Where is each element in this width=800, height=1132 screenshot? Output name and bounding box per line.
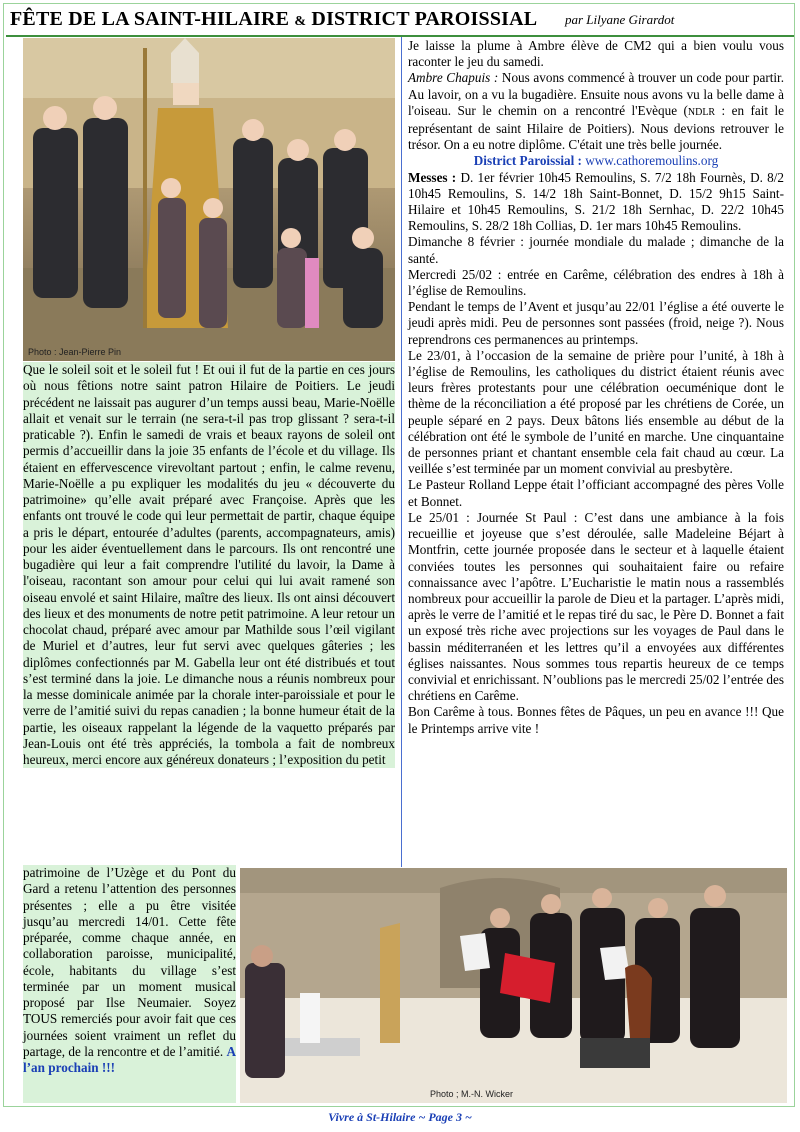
byline: par Lilyane Girardot xyxy=(565,12,675,27)
right-paragraph-6: Le 25/01 : Journée St Paul : C’est dans une ambiance à la fois recueillie et joyeuse que s’est déroulée, salle Madeleine Béjart à Montfrin, cette journée proposée dans le secteur et à laquelle étaient conviées toutes les personnes qui souhaitaient faire ou refaire connaissance avec l’apôtre. L’Eucharistie le matin nous a rassemblés nombreux pour accueillir la parole de Dieu et la partager. L’après midi, après le verre de l’amitié et le repas tiré du sac, le Père D. Bonnet a fait un exposé très riche avec projections sur les voyages de Paul dans le bassin méditerranéen et les lettres qu’il a envoyées aux différentes églises naissantes. Nous sommes tous repartis heureux de ce temps convivial et enrichissant. N’oublions pas le mercredi 25/02 l’entrée des chrétiens en Carême. xyxy=(408,509,784,704)
intro-paragraph: Je laisse la plume à Ambre élève de CM2 qui a bien voulu vous raconter le jeu du samedi. xyxy=(408,38,784,70)
right-column-text xyxy=(408,38,784,737)
left-bottom-paragraph: patrimoine de l’Uzège et du Pont du Gard a retenu l’attention des personnes présentes ; elle a pu être visitée jusqu’au mercredi 14/01. Cette fête préparée, comme chaque année, en collaboration paroisse, municipalité, école, habitants du village s’est terminée par un moment musical proposé par Ilse Neumaier. Soyez TOUS remerciés pour avoir fait que ces journées soient vraiment un reflet du partage, de la rencontre et de l’amitié. A l’an prochain !!! xyxy=(23,865,237,1075)
left-article-continued xyxy=(23,865,236,1103)
right-paragraph-5: Le Pasteur Rolland Leppe était l’officiant accompagné des pères Volle et Bonnet. xyxy=(408,477,784,509)
page-title: FÊTE DE LA SAINT-HILAIRE & DISTRICT PAROISSIAL xyxy=(10,8,538,30)
photo-concert xyxy=(240,868,787,1103)
right-paragraph-7: Bon Carême à tous. Bonnes fêtes de Pâques, un peu en avance !!! Que le Printemps arrive vite ! xyxy=(408,704,784,736)
district-website-link[interactable]: www.cathoremoulins.org xyxy=(585,153,719,169)
right-paragraph-4: Le 23/01, à l’occasion de la semaine de prière pour l’unité, à 18h à l’église de Remoulins, les catholiques du district étaient réunis avec leurs frères protestants pour une célébration oecuménique dont le thème de la réconciliation a été proposé par les chrétiens de Corée, un peuple séparé en 2 pays. Deux bâtons liés ensemble au début de la célébration ont été le symbole de l’unité en marche. Une cinquantaine de personnes priant et chantant ensemble cela fait chaud au cœur. La veillée s’est terminée par un moment convivial au presbytère. xyxy=(408,347,784,477)
photo-credit-bottom: Photo ; M.-N. Wicker xyxy=(430,1089,514,1099)
left-article-text xyxy=(23,362,395,768)
closing-phrase: A l’an prochain !!! xyxy=(23,1043,237,1075)
messes-paragraph: Messes : D. 1er février 10h45 Remoulins, S. 7/2 18h Fournès, D. 8/2 10h45 Remoulins, S. 14/2 18h Saint-Bonnet, D. 15/2 9h15 Saint-Hilaire et 10h45 Remoulins, S. 21/2 18h Sernhac, D. 22/2 10h45 Remoulins, S. 28/2 18h Collias, D. 1er mars 10h45 Remoulins. xyxy=(408,169,784,234)
right-paragraph-1: Dimanche 8 février : journée mondiale du malade ; dimanche de la santé. xyxy=(408,234,784,266)
right-paragraph-2: Mercredi 25/02 : entrée en Carême, célébration des endres à 18h à l’église de Remoulins. xyxy=(408,266,784,299)
left-paragraph: Que le soleil soit et le soleil fut ! Et oui il fut de la partie en ces jours où nous fêtions notre saint patron Hilaire de Poitiers. Le jeudi précédent ne laissait pas augurer d’un temps aussi beau, Marie-Noëlle allait et venait sur le terrain (ne sera-t-il pas trop glissant ? sera-t-il praticable ?). Enfin le samedi de vrais et beaux rayons de soleil ont permis d’accueillir dans la joie 35 enfants de l’école et du village. Ils étaient en effervescence virevoltant partout ; enfin, le calme revenu, Marie-Noëlle a pu expliquer les modalités du jeu « découverte du patrimoine» qu’elle avait préparé avec Françoise. Après que les enfants ont trouvé le code qui leur permettait de partir, chaque équipe a pris le départ, entourée d’adultes (parents, accompagnateurs, amis) pour les aider éventuellement dans le parcours. Ils ont rencontré une bugadière qui leur a fait comprendre l'utilité du lavoir, la Dame à l'oiseau, racontant son amour pour celui qui lui avait ramené son oiseau envolé et saint Hilaire, maître des lieux. Ils ont ainsi découvert des lieux et des monuments de notre petit patrimoine. A leur retour un chocolat chaud, préparé avec amour par Mathilde sous l’œil vigilant de Muriel et d’autres, leur fut servi avec quelques gâteries ; les diplômes confectionnés par M. Gabella leur ont été distribués et tout s’est terminé dans la joie. Le dimanche nous a réunis nombreux pour la messe dominicale animée par la chorale inter-paroissiale et pour le verre de l’amitié suivi du repas canadien ; la bonne humeur était de la partie, les oiseaux rappelant la légende de la vaquetto préparés par Jean-Louis ont été très appréciés, la tombola a fait de nombreux heureux, merci encore aux généreux donateurs ; l’exposition du petit xyxy=(23,362,395,767)
page-footer: Vivre à St-Hilaire ~ Page 3 ~ xyxy=(328,1110,472,1124)
district-heading: District Paroissial : www.cathoremoulins.org xyxy=(473,153,719,169)
photo-credit-top: Photo : Jean-Pierre Pin xyxy=(28,347,122,357)
right-paragraph-3: Pendant le temps de l’Avent et jusqu’au 22/01 l’église a été ouverte le jeudi après midi. Peu de personnes sont passées (froid, neige ?). Nous reprendrons ces permanences au printemps. xyxy=(408,299,784,347)
photo-saint-hilaire-children xyxy=(23,38,395,361)
ambre-paragraph: Ambre Chapuis : Nous avons commencé à trouver un code pour partir. Au lavoir, on a vu la bugadière. Ensuite nous avons vu la belle dame à l'oiseau. Sur le chemin on a rencontré l'Evèque (NDLR : en fait le représentant de saint Hilaire de Poitiers). Nous devions retrouver le trésor. On a eu notre diplôme. C'était une très belle journée. xyxy=(408,70,785,153)
title-rule xyxy=(6,35,794,37)
column-divider xyxy=(401,37,402,867)
